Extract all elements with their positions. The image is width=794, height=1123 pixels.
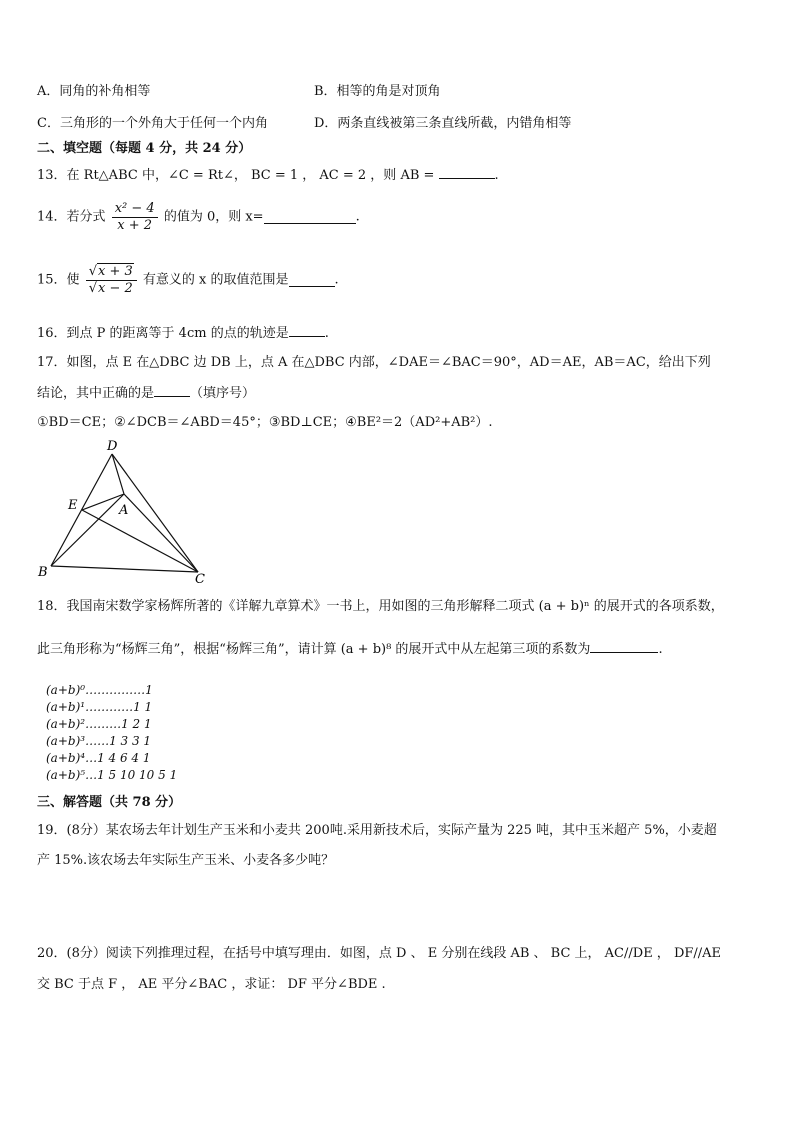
q14-numerator: x² − 4	[112, 201, 158, 218]
question-16	[37, 324, 329, 343]
q14-middle: 的值为 0，则 x=	[163, 209, 264, 225]
question-20-line1: 20．(8分）阅读下列推理过程，在括号中填写理由．如图，点 D 、 E 分别在线段 AB 、 BC 上， AC//DE ， DF//AE	[37, 946, 722, 961]
segment-bc	[51, 566, 198, 572]
question-17-line2	[37, 384, 255, 403]
q15-prefix: 15．使	[37, 272, 80, 288]
q15-fraction	[86, 264, 137, 297]
q15-denominator: √x − 2	[88, 281, 133, 296]
q18-suffix: .	[658, 642, 663, 657]
yanghui-row: (a+b)¹…………1 1	[46, 700, 153, 714]
yanghui-row: (a+b)³……1 3 3 1	[46, 734, 152, 748]
label-c: C	[195, 572, 205, 586]
segment-ba	[51, 494, 124, 566]
q15-denominator-radicand: x − 2	[97, 281, 133, 296]
question-17-line3: ①BD＝CE；②∠DCB＝∠ABD＝45°；③BD⊥CE；④BE²＝2（AD²+AB²）.	[37, 415, 493, 430]
segment-da	[112, 454, 124, 494]
q13-suffix: .	[494, 168, 499, 183]
option-d: D．两条直线被第三条直线所截，内错角相等	[314, 116, 572, 131]
question-19-line2: 产 15%.该农场去年实际生产玉米、小麦各多少吨？	[37, 853, 335, 868]
question-18-line1: 18．我国南宋数学家杨辉所著的《详解九章算术》一书上，用如图的三角形解释二项式 (a + b)ⁿ 的展开式的各项系数，	[37, 599, 724, 614]
q13-answer-blank[interactable]	[439, 166, 495, 179]
yanghui-row: (a+b)⁴…1 4 6 4 1	[46, 751, 151, 765]
option-b: B．相等的角是对顶角	[314, 84, 441, 99]
section-heading-solutions: 三、解答题（共 78 分）	[37, 795, 182, 810]
q14-answer-blank[interactable]	[264, 211, 356, 224]
q16-answer-blank[interactable]	[289, 324, 325, 337]
section-heading-fill-in: 二、填空题（每题 4 分，共 24 分）	[37, 141, 252, 156]
q16-text: 16．到点 P 的距离等于 4cm 的点的轨迹是	[37, 326, 289, 341]
q14-prefix: 14．若分式	[37, 209, 106, 225]
yanghui-row: (a+b)⁰……………1	[46, 683, 153, 697]
option-c: C．三角形的一个外角大于任何一个内角	[37, 116, 268, 131]
q18-answer-blank[interactable]	[590, 640, 658, 653]
segment-ac	[124, 494, 198, 572]
q18-prefix: 此三角形称为“杨辉三角”，根据“杨辉三角”，请计算 (a + b)⁸ 的展开式中从左起第三项的系数为	[37, 642, 591, 657]
yanghui-row: (a+b)⁵…1 5 10 10 5 1	[46, 768, 178, 782]
q13-text: 13．在 Rt△ABC 中，∠C = Rt∠， BC = 1 ， AC = 2 ，则 AB =	[37, 168, 439, 183]
question-15	[37, 264, 339, 297]
question-18-line2	[37, 640, 663, 659]
question-20-line2: 交 BC 于点 F ， AE 平分∠BAC ，求证： DF 平分∠BDE .	[37, 977, 386, 992]
q14-denominator: x + 2	[117, 218, 153, 233]
q15-numerator-radicand: x + 3	[97, 264, 133, 279]
q14-suffix: .	[355, 209, 360, 225]
label-b: B	[38, 565, 48, 580]
q17-answer-blank[interactable]	[154, 384, 190, 397]
q15-suffix: .	[334, 272, 339, 288]
segment-ec	[82, 510, 198, 572]
question-14	[37, 201, 360, 234]
question-19-line1: 19．(8分）某农场去年计划生产玉米和小麦共 200吨.采用新技术后，实际产量为 225 吨，其中玉米超产 5%，小麦超	[37, 823, 717, 838]
q17-triangle-figure	[30, 436, 220, 586]
q16-suffix: .	[324, 326, 329, 341]
question-13	[37, 166, 499, 185]
q17-suffix: （填序号）	[190, 386, 256, 401]
q14-fraction	[112, 201, 158, 234]
q15-numerator: √x + 3	[86, 264, 137, 281]
label-d: D	[107, 439, 118, 454]
q15-middle: 有意义的 x 的取值范围是	[142, 272, 289, 288]
label-e: E	[68, 498, 78, 513]
option-a: A．同角的补角相等	[37, 84, 151, 99]
segment-db	[51, 454, 112, 566]
yanghui-row: (a+b)²………1 2 1	[46, 717, 152, 731]
label-a: A	[119, 503, 129, 518]
question-17-line1: 17．如图，点 E 在△DBC 边 DB 上，点 A 在△DBC 内部，∠DAE＝∠BAC＝90°，AD＝AE，AB＝AC，给出下列	[37, 355, 711, 370]
q17-prefix: 结论，其中正确的是	[37, 386, 155, 401]
q15-answer-blank[interactable]	[289, 274, 335, 287]
